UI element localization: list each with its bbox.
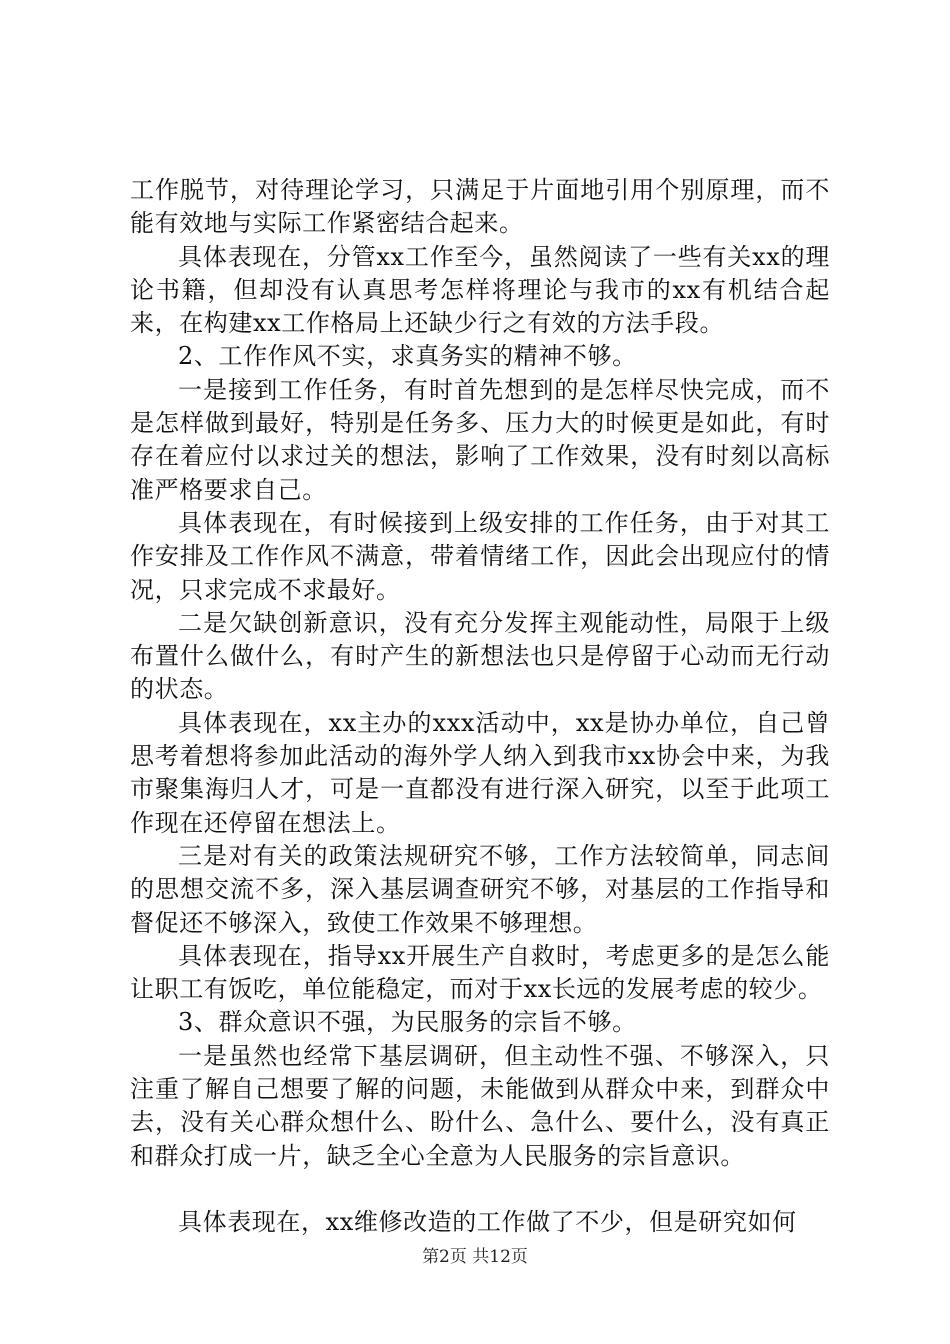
paragraph: 具体表现在，分管xx工作至今，虽然阅读了一些有关xx的理论书籍，但却没有认真思考怎样将理论与我市的xx有机结合起来，在构建xx工作格局上还缺少行之有效的方法手段。 [130,242,830,338]
section-heading: 3、群众意识不强，为民服务的宗旨不够。 [178,1008,637,1037]
paragraph: 一是虽然也经常下基层调研，但主动性不强、不够深入，只注重了解自己想要了解的问题，未能做到从群众中来，到群众中去，没有关心群众想什么、盼什么、急什么、要什么，没有真正和群众打成一片，缺乏全心全意为人民服务的宗旨意识。 [130,1041,830,1170]
paragraph: 具体表现在，有时候接到上级安排的工作任务，由于对其工作安排及工作作风不满意，带着情绪工作，因此会出现应付的情况，只求完成不求最好。 [130,508,830,604]
paragraph: 三是对有关的政策法规研究不够，工作方法较简单，同志间的思想交流不多，深入基层调查研究不够，对基层的工作指导和督促还不够深入，致使工作效果不够理想。 [130,841,830,937]
section-heading: 2、工作作风不实，求真务实的精神不够。 [178,342,637,371]
page-footer: 第2页 共12页 [422,1247,528,1267]
paragraph: 具体表现在，xx维修改造的工作做了不少，但是研究如何 [178,1207,797,1236]
paragraph: 工作脱节，对待理论学习，只满足于片面地引用个别原理，而不能有效地与实际工作紧密结合起来。 [130,176,830,238]
paragraph: 二是欠缺创新意识，没有充分发挥主观能动性，局限于上级布置什么做什么，有时产生的新想法也只是停留于心动而无行动的状态。 [130,608,830,704]
paragraph: 具体表现在，xx主办的xxx活动中，xx是协办单位，自己曾思考着想将参加此活动的海外学人纳入到我市xx协会中来，为我市聚集海归人才，可是一直都没有进行深入研究，以至于此项工作现在还停留在想法上。 [130,708,830,837]
document-body [130,174,830,1239]
paragraph: 一是接到工作任务，有时首先想到的是怎样尽快完成，而不是怎样做到最好，特别是任务多、压力大的时候更是如此，有时存在着应付以求过关的想法，影响了工作效果，没有时刻以高标准严格要求自己。 [130,375,830,504]
paragraph: 具体表现在，指导xx开展生产自救时，考虑更多的是怎么能让职工有饭吃，单位能稳定，而对于xx长远的发展考虑的较少。 [130,941,830,1004]
